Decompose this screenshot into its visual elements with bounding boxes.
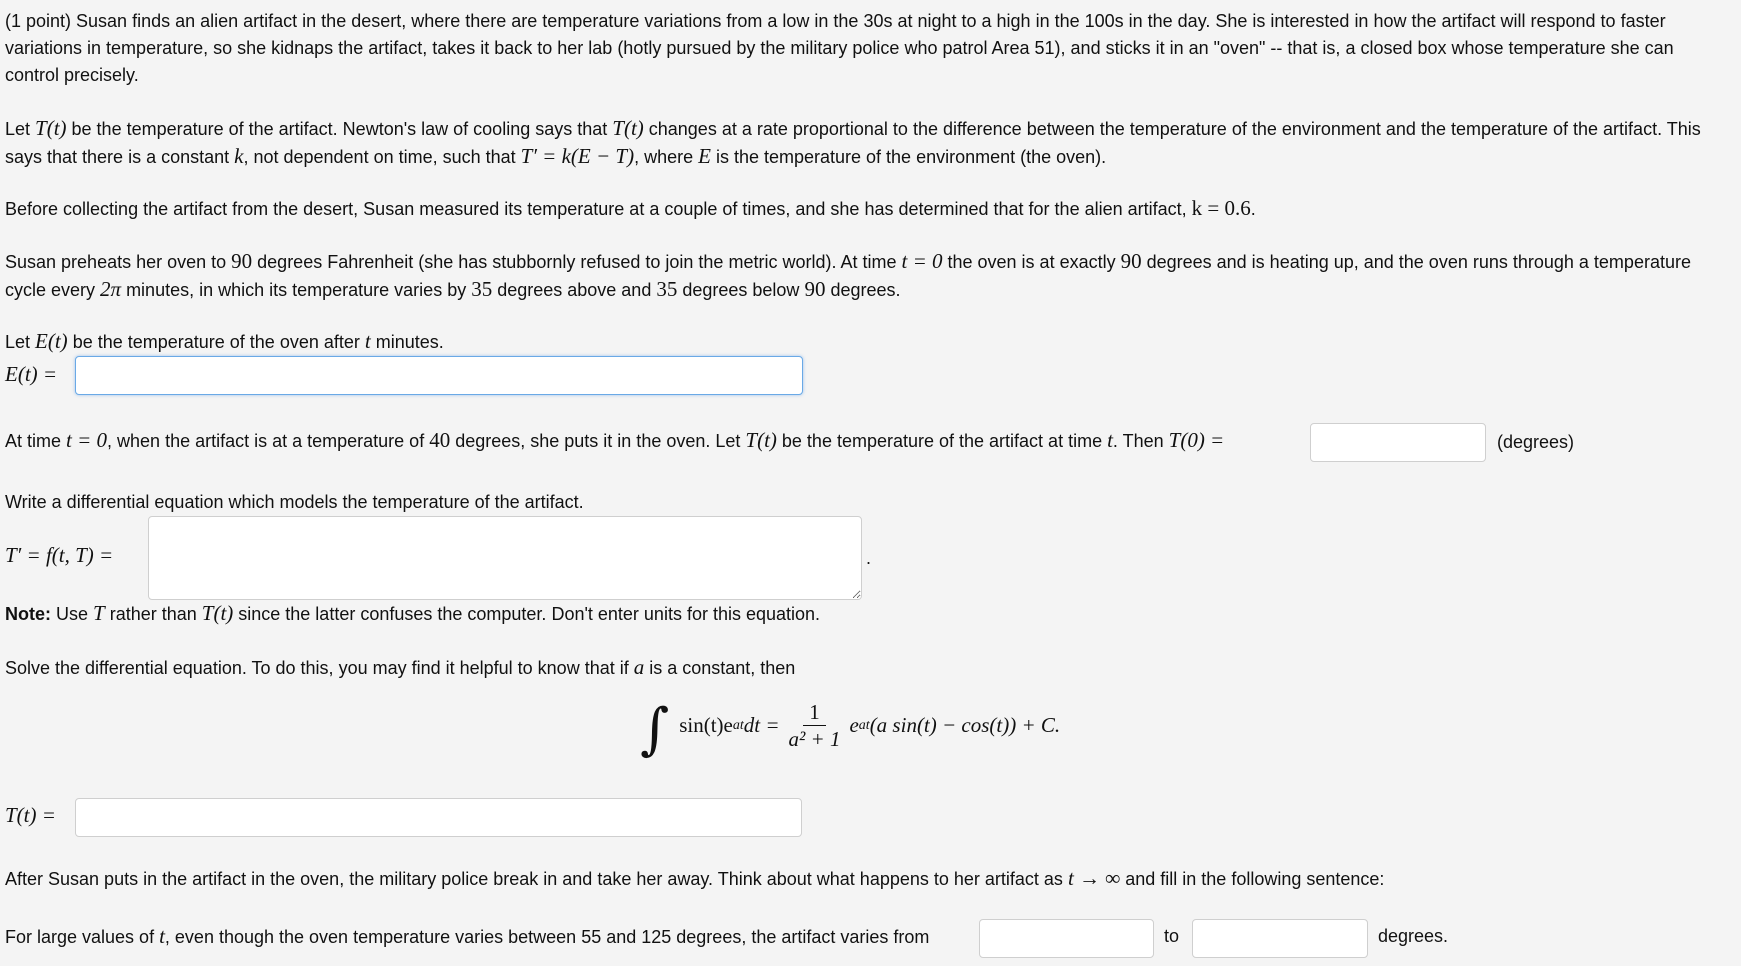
integral-symbol: ∫ <box>640 696 670 762</box>
range-unit: degrees. <box>1378 926 1449 946</box>
diff-eq-trailing-period: . <box>866 548 872 568</box>
newton-law-paragraph: Let T(t) be the temperature of the artifact. Newton's law of cooling says that T(t) changes at a rate proportional to the difference between the temperature of the environment and the temperature of the artifact. This says that there is a constant k, not dependent on time, such that T′ = k(E − T), where E is the temperature of the environment (the oven). <box>5 116 1701 168</box>
solution-input[interactable] <box>75 798 802 837</box>
solution-label: T(t) = <box>5 803 56 827</box>
k-value-paragraph: Before collecting the artifact from the desert, Susan measured its temperature at a couple of times, and she has determined that for the alien artifact, k = 0.6. <box>5 196 1256 220</box>
problem-intro: (1 point) Susan finds an alien artifact in the desert, where there are temperature variations from a low in the 30s at night to a high in the 100s in the day. She is interested in how the artifact will respond to faster variations in temperature, so she kidnaps the artifact, takes it back to her lab (hotly pursued by the military police who patrol Area 51), and sticks it in an "oven" -- that is, a closed box whose temperature she can control precisely. <box>5 11 1674 85</box>
initial-temp-prompt: At time t = 0, when the artifact is at a temperature of 40 degrees, she puts it in the oven. Let T(t) be the temperature of the artifact at time t. Then T(0) = <box>5 428 1225 452</box>
diff-eq-label: T′ = f(t, T) = <box>5 543 114 567</box>
diff-eq-note: Note: Use T rather than T(t) since the latter confuses the computer. Don't enter units for this equation. <box>5 601 821 625</box>
solve-prompt: Solve the differential equation. To do this, you may find it helpful to know that if a is a constant, then <box>5 655 796 679</box>
diff-eq-prompt: Write a differential equation which models the temperature of the artifact. <box>5 492 584 512</box>
initial-temp-unit: (degrees) <box>1497 432 1575 452</box>
limit-sentence: For large values of t, even though the oven temperature varies between 55 and 125 degrees, the artifact varies from <box>5 924 930 948</box>
range-to-label: to <box>1164 926 1180 946</box>
diff-eq-textarea[interactable] <box>148 516 862 600</box>
oven-description-paragraph: Susan preheats her oven to 90 degrees Fahrenheit (she has stubbornly refused to join the metric world). At time t = 0 the oven is at exactly 90 degrees and is heating up, and the oven runs through a temperature cycle every 2π minutes, in which its temperature varies by 35 degrees above and 35 degrees below 90 degrees. <box>5 249 1691 301</box>
initial-temp-input[interactable] <box>1310 423 1486 462</box>
limit-prompt: After Susan puts in the artifact in the oven, the military police break in and take her away. Think about what happens to her artifact as t → ∞ and fill in the following sentence: <box>5 866 1385 890</box>
integral-formula: ∫ sin(t)e at dt = $\frac{1}{\text{a² + 1}}$ e at (a sin(t) − cos(t)) + C. <box>640 696 1061 762</box>
oven-temp-input[interactable] <box>75 356 803 395</box>
oven-temp-label: E(t) = <box>5 362 58 386</box>
formula-fraction: $\frac{1}{\text{a² + 1}}$ <box>788 699 841 751</box>
oven-temp-prompt: Let E(t) be the temperature of the oven after t minutes. <box>5 329 444 353</box>
range-to-input[interactable] <box>1192 919 1368 958</box>
range-from-input[interactable] <box>979 919 1154 958</box>
